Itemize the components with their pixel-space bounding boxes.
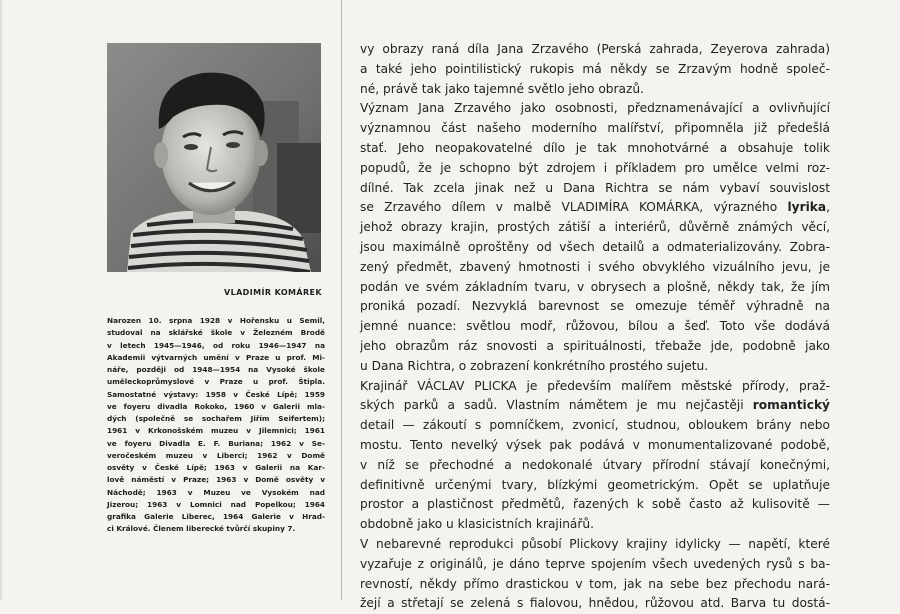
article-line bbox=[360, 80, 830, 100]
bio-line: ci Králové. Členem liberecké tvůrčí skupiny 7. bbox=[107, 524, 296, 534]
article-line bbox=[360, 139, 830, 159]
line-text: proniká pozadí. Nezvyklá barevnost se omezuje téměř výhradně na bbox=[360, 299, 830, 314]
article-line bbox=[360, 159, 830, 179]
article-line bbox=[360, 575, 830, 595]
line-text: vyzařuje z originálů, je dáno teprve spojením všech uvedených rysů s ba- bbox=[360, 556, 830, 571]
article-line bbox=[360, 198, 830, 218]
article-line bbox=[360, 258, 830, 278]
bio-line: ve foyeru Divadla E. F. Buriana; 1962 v Se- bbox=[107, 438, 325, 448]
article-line bbox=[360, 40, 830, 60]
bio-line: veročeském muzeu v Liberci; 1962 v Domě bbox=[107, 450, 325, 460]
article-line bbox=[360, 377, 830, 397]
line-text: popudů, že je schopno být zdrojem i příkladem pro umělce velmi roz- bbox=[360, 160, 830, 175]
article-line bbox=[360, 456, 830, 476]
article-line bbox=[360, 297, 830, 317]
line-text: se Zrzavého dílem v malbě VLADIMÍRA KOMÁRKA, výrazného bbox=[360, 200, 788, 215]
bio-line: Akademii výtvarných umění v Praze u prof. Mi- bbox=[107, 352, 325, 362]
emphasis-word: lyrika bbox=[787, 200, 827, 215]
bio-line: lově náměstí v Praze; 1963 v Domě osvěty v bbox=[107, 475, 325, 485]
article-line bbox=[360, 555, 830, 575]
line-text: ských parků a sadů. Vlastním námětem je mu nejčastěji bbox=[360, 398, 753, 413]
bio-line: náře, později od 1948—1954 na Vysoké škole bbox=[107, 365, 325, 374]
line-text: a také jeho pointilistický rukopis má někdy se Zrzavým hodně společ- bbox=[360, 61, 830, 76]
bio-line: osvěty v České Lípě; 1963 v Galerii na Kar- bbox=[107, 463, 325, 472]
line-text-tail: , bbox=[826, 200, 830, 215]
line-text: detail — zákoutí s pomníčkem, zvonicí, studnou, obloukem brány nebo bbox=[360, 418, 830, 433]
article-line bbox=[360, 535, 830, 555]
bio-line: grafika Galerie Liberec, 1964 Galerie v Hrad- bbox=[107, 512, 325, 521]
bio-line: Samostatné výstavy: 1958 v České Lípě; 1959 bbox=[107, 389, 325, 399]
emphasis-word: romantický bbox=[752, 398, 830, 413]
article-line bbox=[360, 396, 830, 416]
bio-line: dých (společně se sochařem Jiřím Seifertem); bbox=[107, 414, 325, 423]
article-line bbox=[360, 278, 830, 298]
photo-caption: VLADIMÍR KOMÁREK bbox=[224, 288, 322, 297]
line-text: podán ve svém základním tvaru, v obrysech a plošně, někdy tak, že jím bbox=[360, 279, 830, 294]
article-line bbox=[360, 179, 830, 199]
article-line bbox=[360, 317, 830, 337]
line-text: V nebarevné reprodukci působí Plickovy krajiny idylicky — napětí, které bbox=[360, 536, 830, 551]
line-text: né, právě tak jako tajemné světlo jeho obrazů. bbox=[360, 81, 645, 96]
line-text: stať. Jeho neopakovatelné dílo je tak mnohotvárné a obsahuje tolik bbox=[360, 140, 830, 155]
bio-line: Náchodě; 1963 v Muzeu ve Vysokém nad bbox=[107, 487, 325, 497]
bio-line: uměleckoprůmyslové v Praze u prof. Štipla. bbox=[107, 377, 325, 387]
line-text: u Dana Richtra, o zobrazení konkrétního prostého sujetu. bbox=[360, 358, 709, 373]
line-text: prostor a plastičnost předmětů, řazených k sobě často až kulisovitě — bbox=[360, 497, 830, 512]
portrait-photo bbox=[107, 43, 321, 272]
line-text: mostu. Tento nevelký výsek pak podává v monumentalizované podobě, bbox=[360, 437, 830, 452]
article-line bbox=[360, 476, 830, 496]
line-text: významnou část našeho moderního malířství, připomněla již předešlá bbox=[360, 121, 830, 136]
line-text: jeho obrazům ráz snovosti a spirituálnosti, třebaže jde, podobně jako bbox=[360, 338, 830, 353]
article-line bbox=[360, 99, 830, 119]
article-line bbox=[360, 60, 830, 80]
line-text: obdobně jako u klasicistních krajinářů. bbox=[360, 517, 595, 532]
line-text: jsou maximálně oproštěny od všech detailů a odmaterializovány. Zobra- bbox=[360, 239, 830, 254]
article-line bbox=[360, 436, 830, 456]
portrait-illustration bbox=[107, 43, 321, 272]
article-line bbox=[360, 238, 830, 258]
article-text bbox=[360, 40, 830, 614]
bio-line: Jizerou; 1963 v Lomnici nad Popelkou; 1964 bbox=[107, 499, 325, 509]
bio-line: ve foyeru divadla Rokoko, 1960 v Galerii mla- bbox=[107, 401, 325, 411]
column-divider bbox=[341, 0, 342, 600]
line-text: Krajinář VÁCLAV PLICKA je především malířem městské přírody, praž- bbox=[360, 378, 830, 393]
line-text: jehož obrazy krajin, prostých zátiší a interiérů, důvěrně známých věcí, bbox=[360, 220, 830, 235]
bio-line: Narozen 10. srpna 1928 v Hořensku u Semil, bbox=[107, 316, 325, 325]
article-line bbox=[360, 337, 830, 357]
line-text: jemné nuance: světlou modř, růžovou, bílou a šeď. Toto vše dodává bbox=[360, 319, 830, 334]
article-line bbox=[360, 594, 830, 614]
line-text: žejí a střetají se zelená s fialovou, hnědou, růžovou atd. Barva tu dostá- bbox=[360, 596, 830, 611]
line-text: zený předmět, zbavený hmotnosti i svého obvyklého vizuálního jevu, je bbox=[360, 259, 830, 274]
page-edge bbox=[0, 0, 3, 600]
bio-line: v letech 1945—1946, od roku 1946—1947 na bbox=[107, 340, 325, 350]
article-line bbox=[360, 416, 830, 436]
line-text: dílné. Tak zcela jinak než u Dana Richtra se nám vybaví souvislost bbox=[360, 180, 830, 195]
bio-line: 1961 v Krkonošském muzeu v Jilemnici; 1961 bbox=[107, 426, 325, 436]
line-text: definitivně určenými tvary, blízkými geometrickým. Opět se uplatňuje bbox=[360, 477, 830, 492]
article-line bbox=[360, 357, 830, 377]
line-text: v níž se přechodné a nedokonalé útvary přírodní stávají konečnými, bbox=[360, 457, 830, 472]
line-text: Význam Jana Zrzavého jako osobnosti, předznamenávající a ovlivňující bbox=[360, 101, 830, 116]
article-line bbox=[360, 218, 830, 238]
bio-line: studoval na sklářské škole v Železném Brodě bbox=[107, 328, 325, 338]
article-line bbox=[360, 495, 830, 515]
line-text: revností, někdy přímo drastickou v tom, jak na sebe bez přechodu nará- bbox=[360, 576, 830, 591]
article-line bbox=[360, 515, 830, 535]
article-line bbox=[360, 119, 830, 139]
artist-biography bbox=[107, 315, 325, 536]
line-text: vy obrazy raná díla Jana Zrzavého (Perská zahrada, Zeyerova zahrada) bbox=[360, 42, 830, 56]
